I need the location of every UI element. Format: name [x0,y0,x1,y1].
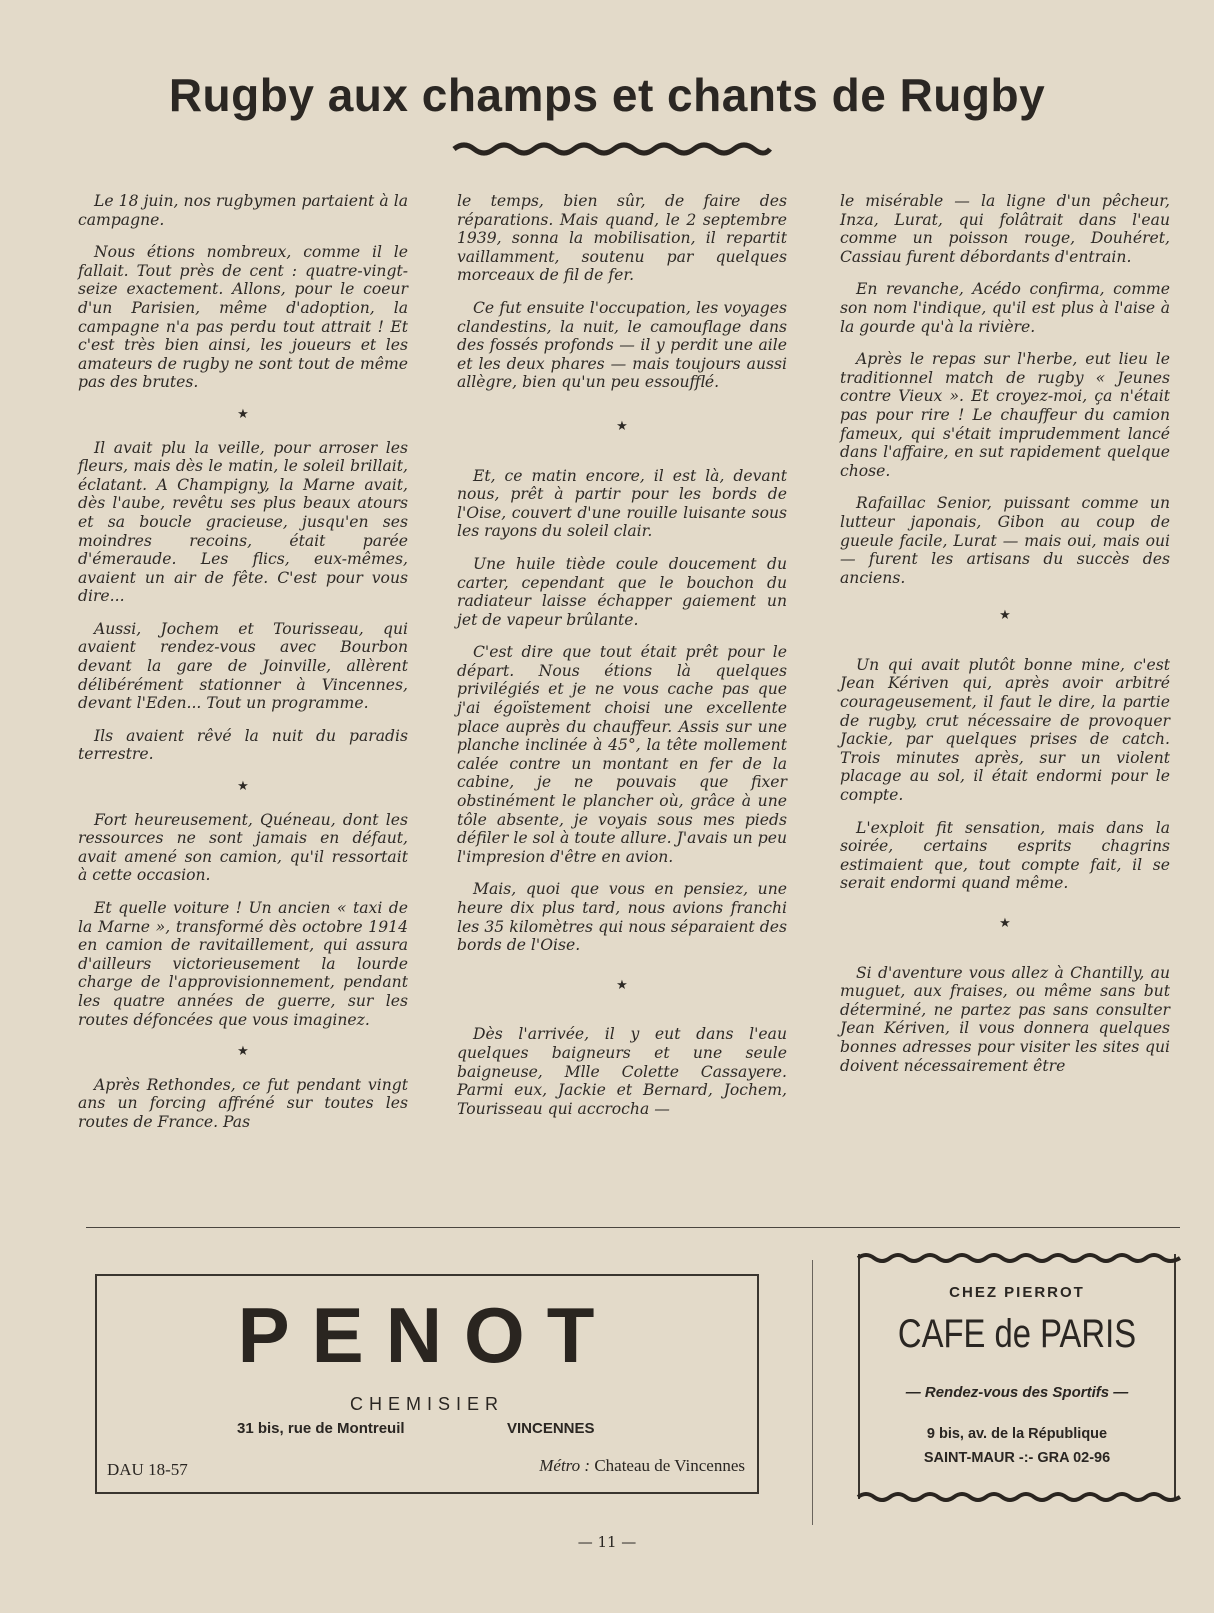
paragraph: Après le repas sur l'herbe, eut lieu le traditionnel match de rugby « Jeunes contre Vieux ». Et croyez-moi, ça n'était pas pour rire ! Le chauffeur du camion fameux, qui s'était imprudemment lancé dans l'affaire, en sut rapidement quelque chose. [840,350,1170,480]
paragraph: Mais, quoi que vous en pensiez, une heure dix plus tard, nous avions franchi les 35 kilomètres qui nous séparaient des bords de l'Oise. [457,880,787,955]
article-title: Rugby aux champs et chants de Rugby [168,69,1046,121]
paragraph: Et, ce matin encore, il est là, devant nous, prêt à partir pour les bords de l'Oise, couvert d'une rouille luisante sous les rayons du soleil clair. [457,466,787,541]
section-divider [86,1227,1180,1228]
paragraph: Ce fut ensuite l'occupation, les voyages clandestins, la nuit, le camouflage dans des fossés profonds — il y perdit une aile et les deux phares — mais toujours aussi allègre, bien qu'un peu essoufflé. [457,298,787,392]
ad-divider [812,1260,813,1525]
cafe-bottom-wave [856,1491,1182,1505]
paragraph: En revanche, Acédo confirma, comme son nom l'indique, qu'il est plus à l'aise à la gourde qu'à la rivière. [840,280,1170,336]
star-separator: ★ [616,418,628,434]
cafe-city-phone: SAINT-MAUR -:- GRA 02-96 [923,1450,1111,1466]
cafe-name: CAFE de PARIS [897,1312,1137,1356]
star-separator: ★ [999,916,1011,931]
star-separator: ★ [616,977,628,993]
paragraph: Le 18 juin, nos rugbymen partaient à la campagne. [78,192,408,229]
paragraph: Ils avaient rêvé la nuit du paradis terrestre. [78,726,408,764]
cafe-tagline: — Rendez-vous des Sportifs — [905,1384,1129,1401]
paragraph: C'est dire que tout était prêt pour le départ. Nous étions là quelques privilégiés et je ne vous cache pas que j'ai égoïstement choisi une excellente place auprès du chauffeur. Assis sur une planche inclinée à 45°, la tête mollement calée contre un montant en fer de la cabine, je ne pouvais que fixer obstinément le plancher où, grâce à une tôle absente, je voyais sous mes pieds défiler le sol à toute allure. J'avais un peu l'impresion d'être en avion. [457,643,787,866]
penot-address: 31 bis, rue de Montreuil [237,1420,405,1437]
paragraph: Il avait plu la veille, pour arroser les fleurs, mais dès le matin, le soleil brillait, éclatant. A Champigny, la Marne avait, dès l'aube, revêtu ses plus beaux atours et sa boucle gracieuse, jusqu'en ses moindres recoins, était parée d'émeraude. Les flics, eux-mêmes, avaient un air de fête. C'est pour vous dire... [78,438,408,606]
paragraph: le misérable — la ligne d'un pêcheur, Inza, Lurat, qui folâtrait dans l'eau comme un poisson rouge, Douhéret, Cassiau furent débordants d'entrain. [840,192,1170,266]
paragraph: L'exploit fit sensation, mais dans la soirée, certains esprits chagrins estimaient que, tout compte fait, il se serait endormi quand même. [840,818,1170,893]
metro-label: Métro : [539,1456,591,1475]
penot-trade: CHEMISIER [349,1394,504,1414]
star-separator: ★ [237,406,249,422]
paragraph: Un qui avait plutôt bonne mine, c'est Jean Kériven qui, après avoir arbitré courageusement, il faut le dire, la partie de rugby, crut nécessaire de provoquer Jackie, par quelques prises de catch. Trois minutes après, sur un violent placage au sol, il était endormi pour le compte. [840,655,1170,805]
paragraph: Après Rethondes, ce fut pendant vingt ans un forcing affréné sur toutes les routes de France. Pas [78,1075,408,1131]
penot-advertisement [95,1274,759,1494]
penot-logo: PENOT [237,1291,617,1379]
paragraph: Rafaillac Senior, puissant comme un lutteur japonais, Gibon au coup de gueule facile, Lurat — mais oui, mais oui — furent les artisans du succès des anciens. [840,494,1170,587]
star-separator: ★ [237,1044,249,1060]
paragraph: Fort heureusement, Quéneau, dont les ressources ne sont jamais en défaut, avait amené son camion, qu'il ressortait à cette occasion. [78,810,408,885]
title-wave-ornament [452,138,772,160]
paragraph: Dès l'arrivée, il y eut dans l'eau quelques baigneurs et une seule baigneuse, Mlle Colette Cassayere. Parmi eux, Jackie et Bernard, Jochem, Tourisseau qui accrocha — [457,1025,787,1118]
page-number: — 11 — [577,1533,637,1551]
star-separator: ★ [999,608,1011,624]
article-column-3 [840,192,1170,1089]
paragraph: Une huile tiède coule doucement du carter, cependant que le bouchon du radiateur laisse échapper gaiement un jet de vapeur brûlante. [457,554,787,629]
paragraph: Nous étions nombreux, comme il le fallait. Tout près de cent : quatre-vingt-seize exactement. Allons, pour le coeur d'un Parisien, même d'adoption, la campagne n'a pas perdu tout attrait ! Et c'est très bien ainsi, les joueurs et les amateurs de rugby ne sont tout de même pas des brutes. [78,243,408,392]
article-column-1 [78,192,408,1146]
paragraph: Aussi, Jochem et Tourisseau, qui avaient rendez-vous avec Bourbon devant la gare de Joinville, allèrent délibérément stationner à Vincennes, devant l'Eden... Tout un programme. [78,619,408,713]
penot-metro [539,1456,745,1476]
paragraph: le temps, bien sûr, de faire des réparations. Mais quand, le 2 septembre 1939, sonna la mobilisation, il repartit vaillamment, soutenu par quelques morceaux de fil de fer. [457,192,787,285]
cafe-address: 9 bis, av. de la République [926,1426,1108,1442]
cafe-advertisement [858,1254,1176,1499]
article-column-2 [457,192,787,1132]
paragraph: Si d'aventure vous allez à Chantilly, au muguet, aux fraises, ou même sans but déterminé, ne partez pas sans consulter Jean Kériven, il vous donnera quelques bonnes adresses pour visiter les sites qui doivent nécessairement être [840,963,1170,1075]
metro-station: Chateau de Vincennes [594,1456,745,1475]
star-separator: ★ [237,779,249,795]
cafe-top-wave [856,1250,1182,1264]
penot-city: VINCENNES [507,1420,595,1437]
penot-phone: DAU 18-57 [107,1460,188,1479]
cafe-host: CHEZ PIERROT [949,1284,1085,1301]
paragraph: Et quelle voiture ! Un ancien « taxi de la Marne », transformé dès octobre 1914 en camion de ravitaillement, qui assura d'ailleurs victorieusement la lourde charge de l'approvisionnement, pendant les quatre années de guerre, sur les routes défoncées que vous imaginez. [78,899,408,1029]
